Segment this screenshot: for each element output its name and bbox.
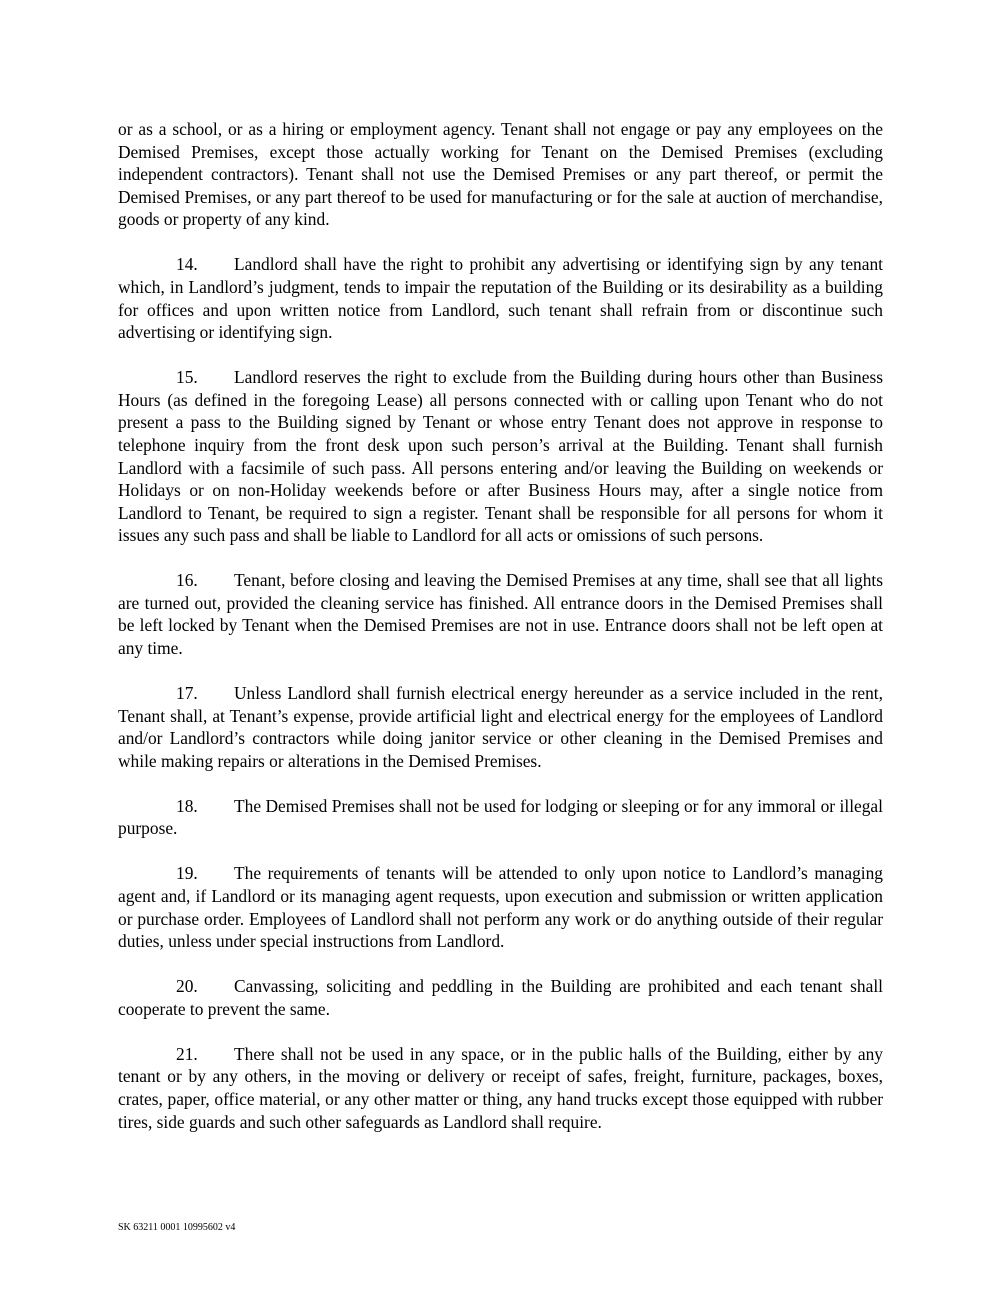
paragraph-number: 20. [176,976,198,997]
paragraph-text: There shall not be used in any space, or in the public halls of the Building, either by any tenant or by any others, in the moving or delivery or receipt of safes, freight, furniture, packages, boxes, crates, paper, office material, or any other matter or thing, any hand trucks except those equipped with rubber tires, side guards and such other safeguards as Landlord shall require. [118,1043,883,1132]
document-page [118,118,883,1155]
paragraph-text: The requirements of tenants will be attended to only upon notice to Landlord’s managing agent and, if Landlord or its managing agent requests, upon execution and submission or written application or purchase order. Employees of Landlord shall not perform any work or do anything outside of their regular duties, unless under special instructions from Landlord. [118,863,883,952]
paragraph-19 [118,862,883,952]
paragraph-text: Tenant, before closing and leaving the Demised Premises at any time, shall see that all lights are turned out, provided the cleaning service has finished. All entrance doors in the Demised Premises shall be left locked by Tenant when the Demised Premises are not in use. Entrance doors shall not be left open at any time. [118,570,883,659]
paragraph-number: 17. [176,683,198,704]
paragraph-number: 15. [176,367,198,388]
paragraph-17 [118,682,883,772]
paragraph-20 [118,975,883,1020]
paragraph-15 [118,366,883,547]
document-footer-id: SK 63211 0001 10995602 v4 [118,1222,236,1233]
paragraph-number: 16. [176,570,198,591]
paragraph-14 [118,253,883,343]
intro-paragraph: or as a school, or as a hiring or employment agency. Tenant shall not engage or pay any employees on the Demised Premises, except those actually working for Tenant on the Demised Premises (excluding independent contractors). Tenant shall not use the Demised Premises or any part thereof, or permit the Demised Premises, or any part thereof to be used for manufacturing or for the sale at auction of merchandise, goods or property of any kind. [118,119,883,230]
paragraph-number: 21. [176,1043,198,1064]
paragraph-number: 18. [176,795,198,816]
paragraph-text: Landlord reserves the right to exclude from the Building during hours other than Business Hours (as defined in the foregoing Lease) all persons connected with or calling upon Tenant who do not present a pass to the Building signed by Tenant or whose entry Tenant does not approve in response to telephone inquiry from the front desk upon such person’s arrival at the Building. Tenant shall furnish Landlord with a facsimile of such pass. All persons entering and/or leaving the Building on weekends or Holidays or on non-Holiday weekends before or after Business Hours may, after a single notice from Landlord to Tenant, be required to sign a register. Tenant shall be responsible for all persons for whom it issues any such pass and shall be liable to Landlord for all acts or omissions of such persons. [118,367,883,546]
paragraph-18 [118,795,883,840]
paragraph-16 [118,569,883,659]
paragraph-text: Landlord shall have the right to prohibit any advertising or identifying sign by any tenant which, in Landlord’s judgment, tends to impair the reputation of the Building or its desirability as a building for offices and upon written notice from Landlord, such tenant shall refrain from or discontinue such advertising or identifying sign. [118,254,883,343]
paragraph-text: Canvassing, soliciting and peddling in the Building are prohibited and each tenant shall cooperate to prevent the same. [118,976,883,1019]
paragraph-number: 19. [176,863,198,884]
paragraph-number: 14. [176,254,198,275]
paragraph-text: The Demised Premises shall not be used for lodging or sleeping or for any immoral or illegal purpose. [118,795,883,839]
paragraph-21 [118,1043,883,1133]
paragraph-text: Unless Landlord shall furnish electrical energy hereunder as a service included in the rent, Tenant shall, at Tenant’s expense, provide artificial light and electrical energy for the employees of Landlord and/or Landlord’s contractors while doing janitor service or other cleaning in the Demised Premises and while making repairs or alterations in the Demised Premises. [118,683,883,771]
